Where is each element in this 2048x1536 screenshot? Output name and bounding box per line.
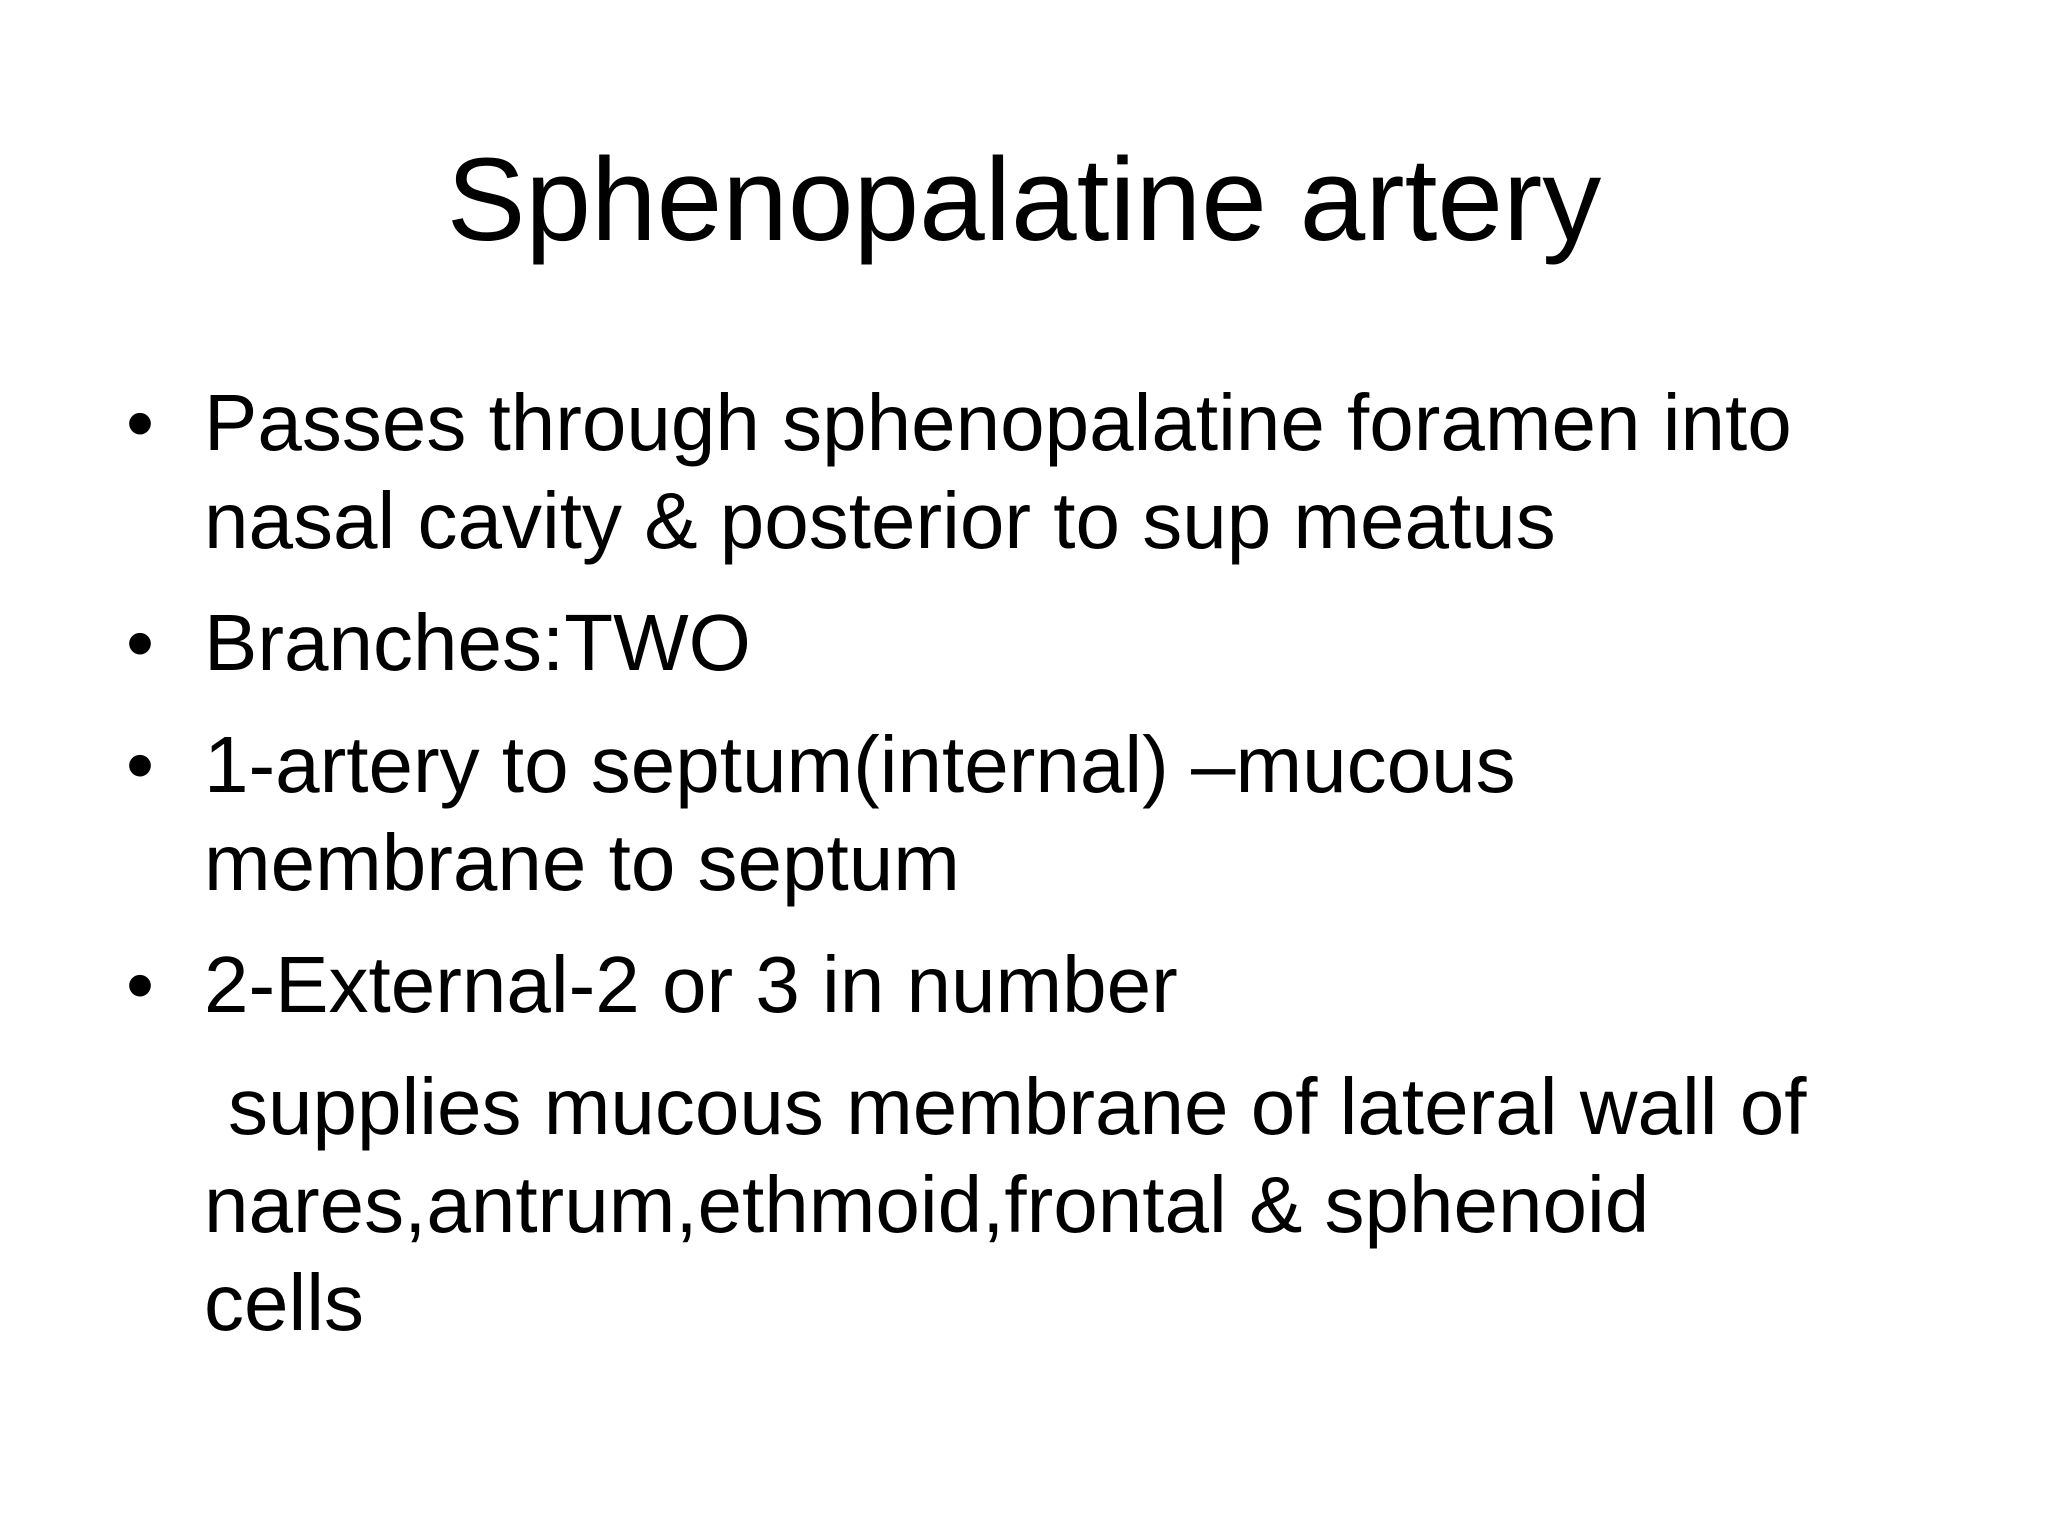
continuation-paragraph: [122, 1058, 1942, 1352]
continuation-line: cells: [204, 1258, 365, 1347]
bullet-line: nasal cavity & posterior to sup meatus: [204, 476, 1556, 565]
bullet-line: 2-External-2 or 3 in number: [204, 940, 1178, 1029]
bullet-line: Passes through sphenopalatine foramen into: [204, 378, 1792, 467]
bullet-item: [122, 936, 1942, 1034]
bullet-item: [122, 374, 1942, 570]
bullet-dot-icon: •: [126, 720, 155, 809]
bullet-line: 1-artery to septum(internal) –mucous: [204, 720, 1516, 809]
slide-body: [122, 374, 1942, 1352]
continuation-line: nares,antrum,ethmoid,frontal & sphenoid: [204, 1160, 1650, 1249]
bullet-item: [122, 594, 1942, 692]
bullet-dot-icon: •: [126, 598, 155, 687]
continuation-line: supplies mucous membrane of lateral wall of: [228, 1062, 1807, 1151]
bullet-dot-icon: •: [126, 378, 155, 467]
bullet-item: [122, 716, 1942, 912]
slide-title: Sphenopalatine artery: [446, 134, 1602, 266]
bullet-line: Branches:TWO: [204, 598, 751, 687]
bullet-dot-icon: •: [126, 940, 155, 1029]
bullet-line: membrane to septum: [204, 818, 960, 907]
